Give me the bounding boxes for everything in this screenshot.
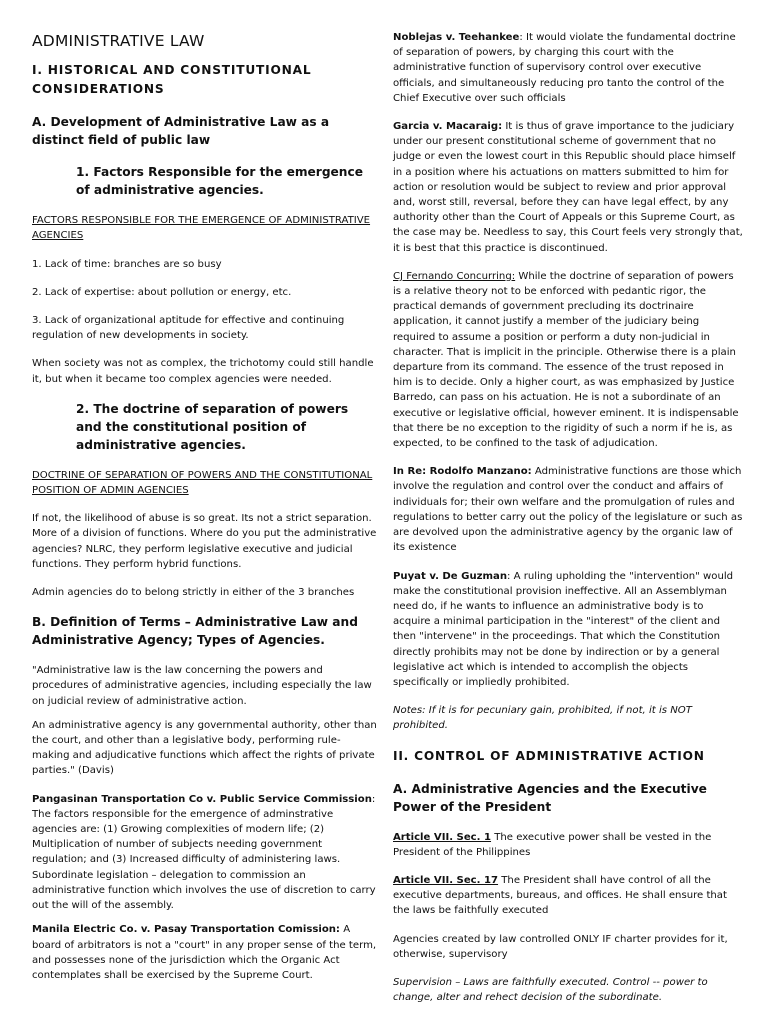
concurring-text: While the doctrine of separation of powers is a relative theory not to be enforced with pedantic rigor, the practical demands of government precluding its doctrinaire application, it cannot justify a member of the judiciary being required to assume a position or perform a duty non-judicial in character. That is implicit in the principle. Otherwise there is a plain departure from its command. The essence of the trust reposed in him is to decide. Only a higher court, as was emphasized by Justice Barredo, can pass on his actuation. He is not a subordinate of an executive or legislative official, however eminent. It is indispensable that there be no exception to the rigidity of such a norm if he is, as expected, to be confined to the task of adjudication. bbox=[393, 270, 739, 450]
case-paragraph bbox=[393, 30, 743, 106]
doctrine-heading: DOCTRINE OF SEPARATION OF POWERS AND THE CONSTITUTIONAL POSITION OF ADMIN AGENCIES bbox=[32, 469, 373, 497]
subsection-heading-b: B. Definition of Terms – Administrative Law and Administrative Agency; Types of Agencies. bbox=[32, 615, 358, 648]
case-text: It is thus of grave importance to the judiciary under our present constitutional scheme of government that no judge or even the lowest court in this Republic should place himself in a position where his actuations on matters submitted to him for action or resolution would be subject to review and prior approval and, worst still, reversal, before they can have legal effect, by any authority other than the Court of Appeals or this Supreme Court, as the case may be. Needless to say, this Court feels very strongly that, it is best that this practice is discontinued. bbox=[393, 121, 743, 254]
case-text: : The factors responsible for the emergence of adminstrative agencies are: (1) Growing complexities of modern life; (2) Multiplication of number of subjects needing government regulation; and (3) Increased difficulty of administering laws. Subordinate legislation – delegation to commission an administrative function which involves the use of discretion to carry out the will of the assembly. bbox=[32, 793, 376, 912]
right-column bbox=[393, 30, 743, 1018]
case-name: Pangasinan Transportation Co v. Public Service Commission bbox=[32, 793, 372, 805]
case-name: Manila Electric Co. v. Pasay Transportation Comission: bbox=[32, 924, 340, 936]
subsection-heading-a: A. Development of Administrative Law as a distinct field of public law bbox=[32, 115, 330, 148]
notes: Notes: If it is for pecuniary gain, prohibited, if not, it is NOT prohibited. bbox=[393, 705, 692, 732]
case-paragraph bbox=[32, 922, 377, 983]
paragraph: Agencies created by law controlled ONLY IF charter provides for it, otherwise, supervisory bbox=[393, 933, 728, 960]
case-text: : A ruling upholding the "intervention" would make the constitutional provision ineffective. All an Assemblyman need do, if he wants to influence an administrative body is to acquire a minimal participation in the "interest" of the client and then "intervene" in the proceedings. That which the Constitution directly prohibits may not be done by indirection or by a general legislative act which is intended to accomplish the objects specifically or impliedly prohibited. bbox=[393, 570, 734, 688]
left-column bbox=[32, 30, 377, 996]
case-paragraph bbox=[393, 569, 743, 691]
supervision-note: Supervision – Laws are faithfully executed. Control -- power to change, alter and rehect decision of the subordinate. bbox=[393, 976, 708, 1004]
article-paragraph bbox=[393, 830, 743, 860]
case-paragraph bbox=[393, 464, 743, 555]
case-text: Administrative functions are those which involve the regulation and control over the conduct and affairs of individuals for; their own welfare and the promulgation of rules and regulations to better carry out the policy of the legislature or such as are devolved upon the administrative agency by the organic law of its existence bbox=[393, 466, 743, 554]
case-name: In Re: Rodolfo Manzano: bbox=[393, 466, 532, 478]
factors-heading: FACTORS RESPONSIBLE FOR THE EMERGENCE OF ADMINISTRATIVE AGENCIES bbox=[32, 215, 371, 242]
case-name: Puyat v. De Guzman bbox=[393, 570, 508, 582]
factor-item: 3. Lack of organizational aptitude for effective and continuing regulation of new developments in society. bbox=[32, 315, 345, 342]
article-text: The executive power shall be vested in the President of the Philippines bbox=[393, 831, 712, 858]
case-paragraph bbox=[393, 119, 743, 256]
article-text: The President shall have control of all the executive departments, bureaus, and offices. He shall ensure that the laws be faithfully executed bbox=[393, 874, 727, 917]
subsection-heading-1: 1. Factors Responsible for the emergence of administrative agencies. bbox=[76, 165, 363, 198]
paragraph: When society was not as complex, the trichotomy could still handle it, but when it became too complex agencies were needed. bbox=[32, 358, 374, 385]
subsection-heading-2: 2. The doctrine of separation of powers and the constitutional position of administrative agencies. bbox=[76, 401, 349, 452]
section-heading-2: II. CONTROL OF ADMINISTRATIVE ACTION bbox=[393, 748, 705, 763]
subsection-heading-a2: A. Administrative Agencies and the Executive Power of the President bbox=[393, 781, 707, 814]
document-title: ADMINISTRATIVE LAW bbox=[32, 32, 205, 50]
article-name: Article VII. Sec. 17 bbox=[393, 874, 499, 886]
case-name: Garcia v. Macaraig: bbox=[393, 121, 503, 133]
paragraph: If not, the likelihood of abuse is so great. Its not a strict separation. More of a division of functions. Where do you put the administrative agencies? NLRC, they perform legislative executive and judicial functions. They perform hybrid functions. bbox=[32, 513, 377, 570]
paragraph: Admin agencies do to belong strictly in either of the 3 branches bbox=[32, 587, 355, 599]
case-text: : It would violate the fundamental doctrine of separation of powers, by charging this court with the administrative function of supervisory control over executive officials, and simultaneously reducing pro tanto the control of the Chief Executive over such officials bbox=[393, 32, 736, 104]
case-name: Noblejas v. Teehankee bbox=[393, 32, 520, 43]
article-paragraph bbox=[393, 873, 743, 919]
definition-law: "Administrative law is the law concerning the powers and procedures of administrative agencies, including especially the law on judicial review of administrative action. bbox=[32, 665, 372, 707]
definition-agency: An administrative agency is any governmental authority, other than the court, and other than a legislative body, performing rule-making and adjudicative functions which affect the rights of private parties." (Davis) bbox=[32, 719, 377, 777]
concurring-name: CJ Fernando Concurring: bbox=[393, 270, 516, 282]
factor-item: 2. Lack of expertise: about pollution or energy, etc. bbox=[32, 286, 292, 298]
concurring-paragraph bbox=[393, 269, 743, 451]
article-name: Article VII. Sec. 1 bbox=[393, 831, 492, 843]
case-text: A board of arbitrators is not a "court" in any proper sense of the term, and possesses none of the jurisdiction which the Organic Act contemplates shall be exercised by the Supreme Court. bbox=[32, 924, 377, 981]
case-paragraph bbox=[32, 792, 377, 914]
section-heading-1: I. HISTORICAL AND CONSTITUTIONAL CONSIDERATIONS bbox=[32, 63, 312, 97]
factor-item: 1. Lack of time: branches are so busy bbox=[32, 258, 222, 270]
